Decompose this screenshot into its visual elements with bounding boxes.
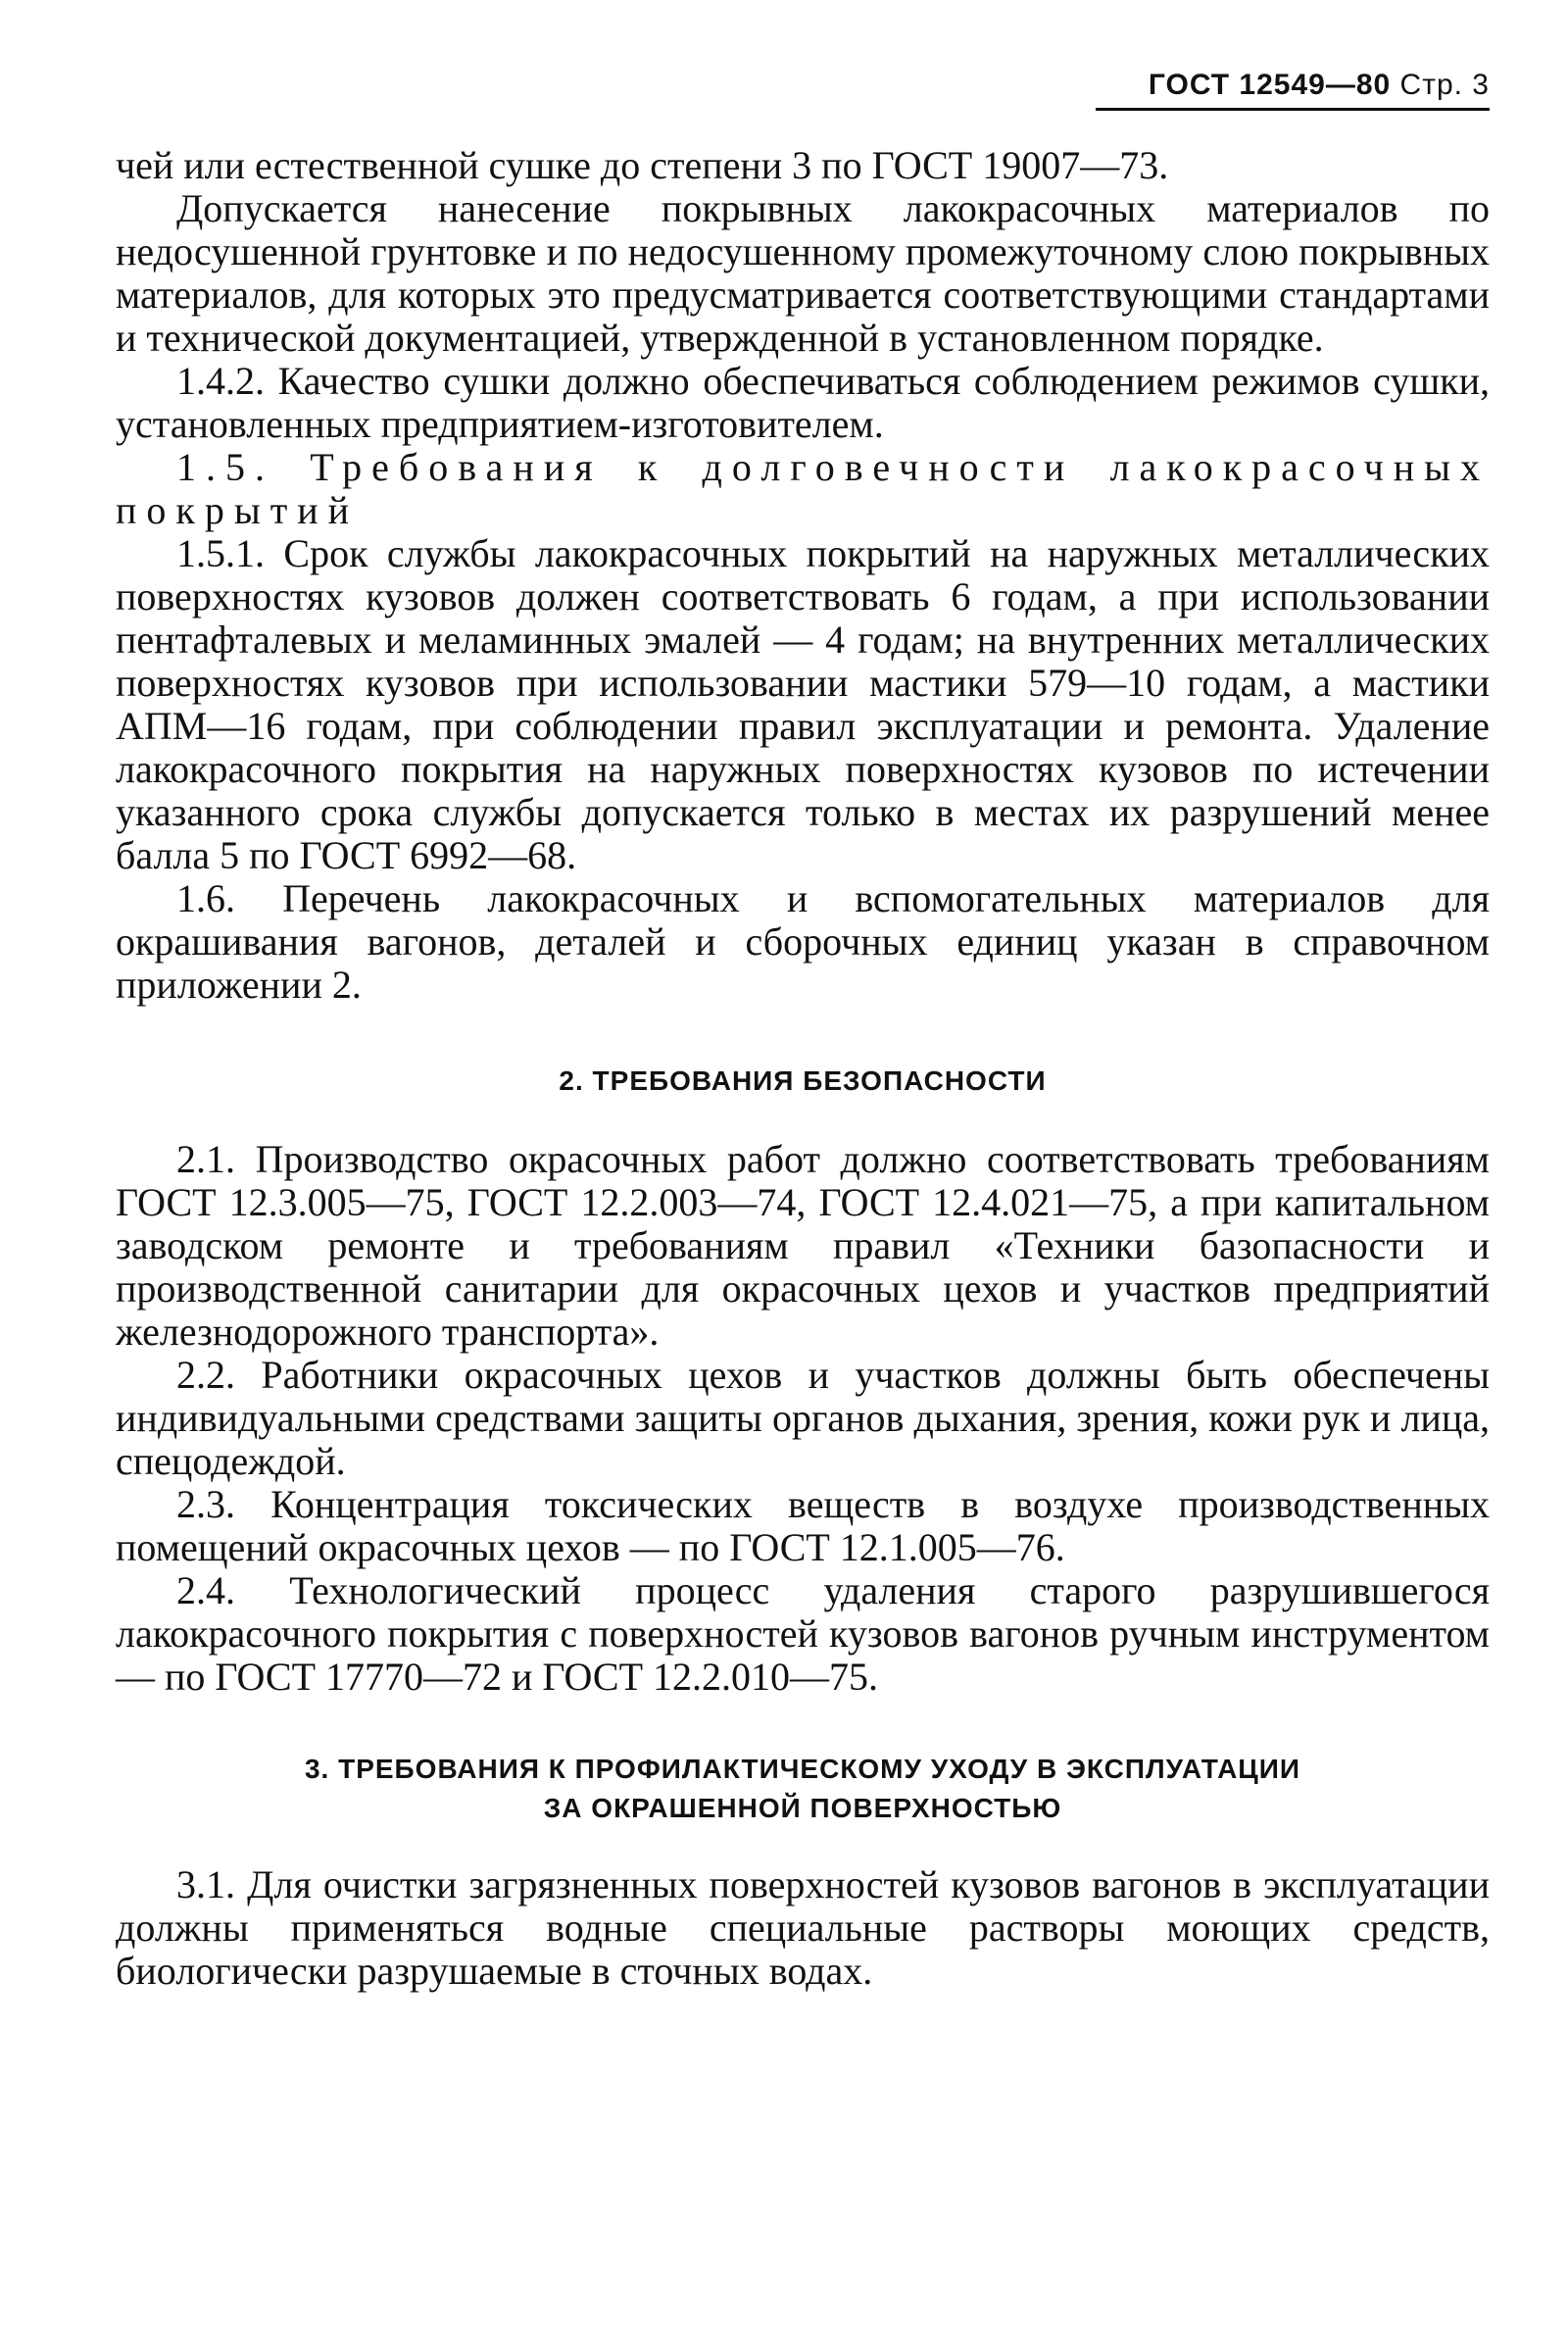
paragraph-1-4-2: 1.4.2. Качество сушки должно обеспечиваться соблюдением режимов сушки, установленных предприятием-изготовителем. [116, 359, 1490, 446]
section-title-safety: 2. ТРЕБОВАНИЯ БЕЗОПАСНОСТИ [559, 1065, 1047, 1096]
paragraph-2-1: 2.1. Производство окрасочных работ должно соответствовать требованиям ГОСТ 12.3.005—75, ГОСТ 12.2.003—74, ГОСТ 12.4.021—75, а при капитальном заводском ремонте и требованиям правил «Техники базопасности и производственной санитарии для окрасочных цехов и участков предприятий железнодорожного транспорта». [116, 1137, 1490, 1354]
paragraph-1-5-1: 1.5.1. Срок службы лакокрасочных покрытий на наружных металлических поверхностях кузовов должен соответствовать 6 годам, а при использовании пентафталевых и меламинных эмалей — 4 годам; на внутренних металлических поверхностях кузовов при использовании мастики 579—10 годам, а мастики АПМ—16 годам, при соблюдении правил эксплуатации и ремонта. Удаление лакокрасочного покрытия на наружных поверхностях кузовов по истечении указанного срока службы допускается только в местах их разрушений менее балла 5 по ГОСТ 6992—68. [116, 531, 1490, 877]
paragraph-underdried-coating: Допускается нанесение покрывных лакокрасочных материалов по недосушенной грунтовке и по недосушенному промежуточному слою покрывных материалов, для которых это предусматривается соответствующими стандартами и технической документацией, утвержденной в установленном порядке. [116, 186, 1490, 360]
paragraph-continuation: чей или естественной сушке до степени 3 по ГОСТ 19007—73. [116, 143, 1169, 187]
section-title-maintenance-line1: 3. ТРЕБОВАНИЯ К ПРОФИЛАКТИЧЕСКОМУ УХОДУ В ЭКСПЛУАТАЦИИ [304, 1754, 1301, 1784]
paragraph-2-2: 2.2. Работники окрасочных цехов и участков должны быть обеспечены индивидуальными средствами защиты органов дыхания, зрения, кожи рук и лица, спецодеждой. [116, 1353, 1490, 1483]
document-page [116, 69, 1490, 1993]
page-header [1096, 69, 1490, 111]
section-title-maintenance-line2: ЗА ОКРАШЕННОЙ ПОВЕРХНОСТЬЮ [543, 1793, 1062, 1823]
paragraph-3-1: 3.1. Для очистки загрязненных поверхностей кузовов вагонов в эксплуатации должны применяться водные специальные растворы моющих средств, биологически разрушаемые в сточных водах. [116, 1862, 1490, 1993]
section-title-maintenance [116, 1750, 1490, 1828]
paragraph-2-4: 2.4. Технологический процесс удаления старого разрушившегося лакокрасочного покрытия с поверхностей кузовов вагонов ручным инструментом — по ГОСТ 17770—72 и ГОСТ 12.2.010—75. [116, 1568, 1490, 1699]
page-number: Стр. 3 [1399, 69, 1490, 101]
paragraph-1-6: 1.6. Перечень лакокрасочных и вспомогательных материалов для окрашивания вагонов, деталей и сборочных единиц указан в справочном приложении 2. [116, 876, 1490, 1007]
paragraph-2-3: 2.3. Концентрация токсических веществ в воздухе производственных помещений окрасочных цехов — по ГОСТ 12.1.005—76. [116, 1482, 1490, 1569]
subsection-title-1-5: 1.5. Требования к долговечности лакокрасочных покрытий [116, 445, 1490, 532]
standard-number: ГОСТ 12549—80 [1148, 69, 1392, 101]
